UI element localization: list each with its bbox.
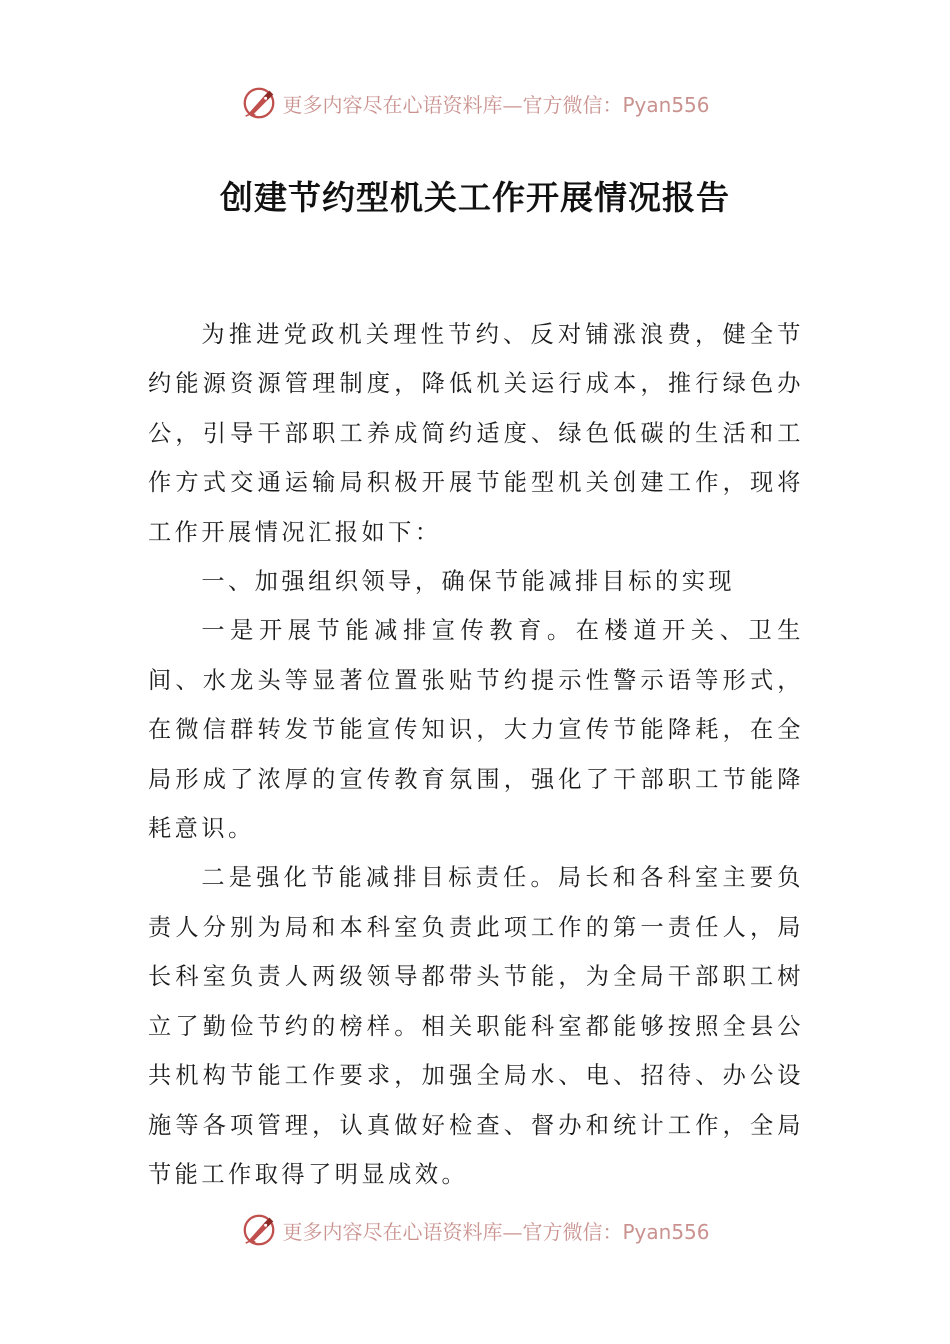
wechat-id: Pyan556 [622, 92, 710, 117]
watermark-text: 更多内容尽在心语资料库—官方微信：Pyan556 [282, 92, 710, 117]
wechat-id: Pyan556 [622, 1219, 710, 1244]
footer-watermark [0, 1210, 950, 1250]
header-watermark [0, 83, 950, 123]
paragraph-responsibility: 二是强化节能减排目标责任。局长和各科室主要负责人分别为局和本科室负责此项工作的第一责任人，局长科室负责人两级领导都带头节能，为全局干部职工树立了勤俭节约的榜样。相关职能科室都能够按照全县公共机构节能工作要求，加强全局水、电、招待、办公设施等各项管理，认真做好检查、督办和统计工作，全局节能工作取得了明显成效。 [148, 864, 804, 1188]
pen-nib-logo-icon [240, 1211, 278, 1249]
section-heading-1: 一、加强组织领导，确保节能减排目标的实现 [201, 568, 736, 596]
pen-nib-logo-icon [240, 84, 278, 122]
paragraph-propaganda: 一是开展节能减排宣传教育。在楼道开关、卫生间、水龙头等显著位置张贴节约提示性警示语等形式，在微信群转发节能宣传知识，大力宣传节能降耗，在全局形成了浓厚的宣传教育氛围，强化了干部职工节能降耗意识。 [148, 617, 804, 843]
paragraph-intro: 为推进党政机关理性节约、反对铺涨浪费，健全节约能源资源管理制度，降低机关运行成本，推行绿色办公，引导干部职工养成简约适度、绿色低碳的生活和工作方式交通运输局积极开展节能型机关创建工作，现将工作开展情况汇报如下： [148, 321, 804, 546]
watermark-text: 更多内容尽在心语资料库—官方微信：Pyan556 [282, 1219, 710, 1244]
document-title: 创建节约型机关工作开展情况报告 [220, 178, 730, 217]
document-body [148, 310, 804, 1199]
